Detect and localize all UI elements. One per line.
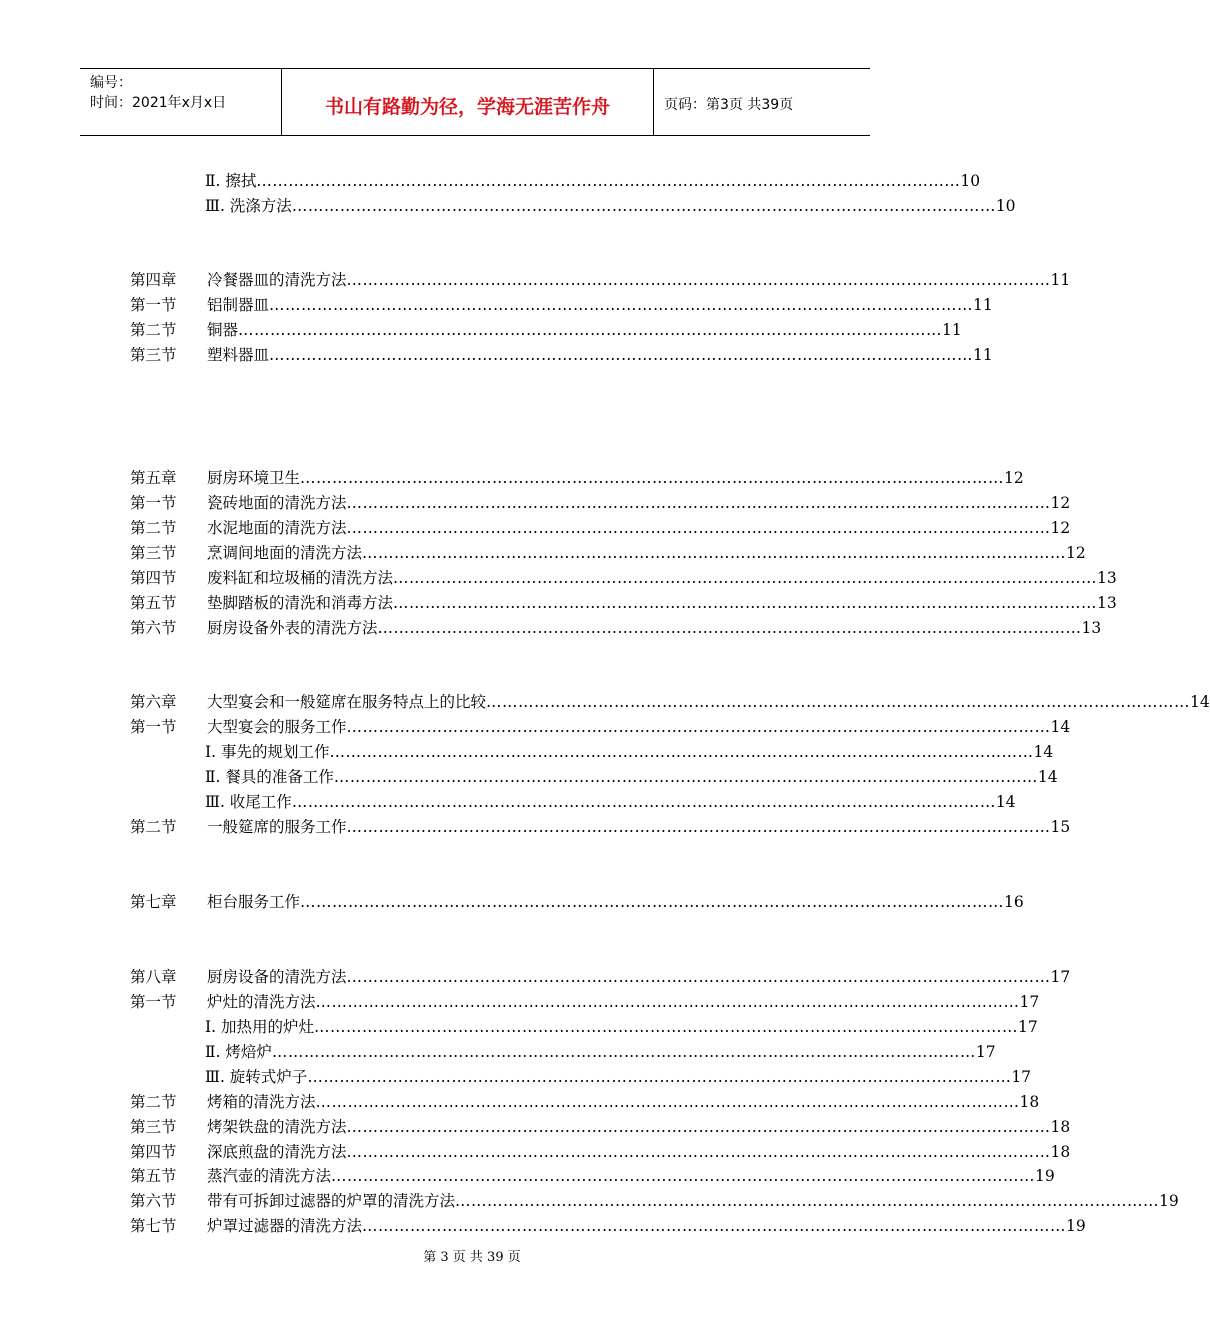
toc-entry-title: Ⅲ. 收尾工作 — [205, 793, 292, 811]
toc-entry-number: 第七节 — [130, 1217, 177, 1235]
toc-entry-number: 第六节 — [130, 619, 177, 637]
toc-leader-dots: …………………………………………………………………………………………………………………… — [315, 993, 1020, 1011]
toc-entry[interactable] — [0, 318, 962, 342]
toc-entry-line — [207, 890, 1024, 914]
toc-leader-dots: …………………………………………………………………………………………………………………… — [346, 519, 1051, 537]
toc-leader-dots: …………………………………………………………………………………………………………………… — [346, 494, 1051, 512]
toc-entry[interactable] — [0, 765, 1058, 789]
toc-leader-dots: …………………………………………………………………………………………………………………… — [271, 1043, 976, 1061]
toc-entry-line — [207, 566, 1117, 590]
toc-entry-title: 厨房设备外表的清洗方法 — [207, 619, 378, 637]
toc-leader-dots: …………………………………………………………………………………………………………………… — [307, 1068, 1012, 1086]
toc-entry-line — [207, 990, 1040, 1014]
toc-entry-title: 厨房环境卫生 — [207, 469, 301, 487]
toc-entry-line — [207, 1189, 1179, 1213]
toc-entry-line — [207, 965, 1071, 989]
toc-entry-page: 14 — [1190, 693, 1210, 711]
toc-leader-dots: …………………………………………………………………………………………………………………… — [331, 1167, 1036, 1185]
toc-entry-title: 铜器 — [207, 321, 239, 339]
toc-entry[interactable] — [0, 1090, 1040, 1114]
toc-entry-page: 11 — [1050, 271, 1071, 289]
toc-leader-dots: …………………………………………………………………………………………………………………… — [269, 296, 974, 314]
toc-entry-title: 厨房设备的清洗方法 — [207, 968, 347, 986]
toc-entry-title: Ⅱ. 餐具的准备工作 — [205, 768, 334, 786]
toc-entry-line — [205, 740, 1054, 764]
toc-entry-page: 17 — [1019, 993, 1040, 1011]
toc-entry[interactable] — [0, 1115, 1071, 1139]
toc-entry-page: 17 — [1050, 968, 1071, 986]
toc-entry[interactable] — [0, 1015, 1038, 1039]
toc-entry[interactable] — [0, 965, 1071, 989]
header-motto: 书山有路勤为径，学海无涯苦作舟 — [282, 69, 654, 135]
toc-entry-number: 第二节 — [130, 1093, 177, 1111]
toc-entry-title: 铝制器皿 — [207, 296, 270, 314]
toc-leader-dots: …………………………………………………………………………………………………………………… — [315, 1093, 1020, 1111]
toc-entry-number: 第二节 — [130, 519, 177, 537]
toc-entry-title: 塑料器皿 — [207, 346, 270, 364]
toc-entry-page: 12 — [1004, 469, 1024, 487]
toc-leader-dots: …………………………………………………………………………………………………………………… — [256, 172, 961, 190]
toc-entry-title: 炉罩过滤器的清洗方法 — [207, 1217, 363, 1235]
toc-entry-page: 18 — [1050, 1118, 1071, 1136]
page-footer — [0, 1246, 950, 1265]
toc-entry-title: 深底煎盘的清洗方法 — [207, 1143, 347, 1161]
toc-entry-number: 第一节 — [130, 718, 177, 736]
toc-entry-number: 第一节 — [130, 296, 177, 314]
toc-entry[interactable] — [0, 690, 1210, 714]
toc-entry-number: 第一节 — [130, 494, 177, 512]
toc-entry-title: 大型宴会的服务工作 — [207, 718, 347, 736]
toc-entry-title: 烤箱的清洗方法 — [207, 1093, 316, 1111]
toc-leader-dots: …………………………………………………………………………………………………………………… — [377, 619, 1082, 637]
toc-entry-line — [205, 1015, 1038, 1039]
toc-entry-number: 第五节 — [130, 1167, 177, 1185]
toc-leader-dots: …………………………………………………………………………………………………………………… — [362, 1217, 1067, 1235]
toc-leader-dots: …………………………………………………………………………………………………………………… — [291, 793, 996, 811]
toc-entry-line — [207, 466, 1024, 490]
toc-entry-line — [205, 194, 1016, 218]
toc-entry-page: 17 — [1011, 1068, 1032, 1086]
toc-entry-line — [207, 690, 1210, 714]
toc-leader-dots: …………………………………………………………………………………………………………………… — [269, 346, 974, 364]
toc-entry-page: 19 — [1035, 1167, 1055, 1185]
document-number-label: 编号： — [90, 75, 132, 91]
toc-entry-line — [207, 715, 1071, 739]
toc-entry-title: 蒸汽壶的清洗方法 — [207, 1167, 332, 1185]
toc-entry-title: Ⅰ. 加热用的炉灶 — [205, 1018, 314, 1036]
toc-entry[interactable] — [0, 591, 1117, 615]
toc-entry-number: 第七章 — [130, 893, 177, 911]
toc-entry-page: 11 — [973, 296, 993, 314]
toc-entry-title: 垫脚踏板的清洗和消毒方法 — [207, 594, 394, 612]
toc-leader-dots: …………………………………………………………………………………………………………………… — [346, 968, 1051, 986]
toc-entry[interactable] — [0, 491, 1071, 515]
toc-leader-dots: …………………………………………………………………………………………………………………… — [455, 1192, 1160, 1210]
toc-entry-title: 瓷砖地面的清洗方法 — [207, 494, 347, 512]
toc-entry[interactable] — [0, 516, 1071, 540]
toc-entry-page: 14 — [1033, 743, 1054, 761]
toc-entry-title: 废料缸和垃圾桶的清洗方法 — [207, 569, 394, 587]
toc-leader-dots: …………………………………………………………………………………………………………………… — [346, 1118, 1051, 1136]
toc-entry-page: 12 — [1050, 494, 1071, 512]
toc-leader-dots: …………………………………………………………………………………………………………………… — [346, 1143, 1051, 1161]
toc-entry[interactable] — [0, 566, 1117, 590]
toc-entry[interactable] — [0, 790, 1016, 814]
toc-entry-page: 12 — [1050, 519, 1071, 537]
toc-entry-page: 14 — [1050, 718, 1071, 736]
toc-entry[interactable] — [0, 293, 993, 317]
toc-entry[interactable] — [0, 616, 1102, 640]
toc-entry-title: 炉灶的清洗方法 — [207, 993, 316, 1011]
toc-entry[interactable] — [0, 466, 1024, 490]
toc-entry-number: 第六节 — [130, 1192, 177, 1210]
toc-entry[interactable] — [0, 740, 1054, 764]
toc-entry[interactable] — [0, 194, 1016, 218]
toc-entry-page: 15 — [1050, 818, 1071, 836]
toc-entry-number: 第三节 — [130, 1118, 177, 1136]
toc-entry-page: 11 — [942, 321, 962, 339]
toc-entry-line — [207, 343, 993, 367]
document-time-label: 时间：2021年x月x日 — [90, 95, 227, 111]
toc-entry-line — [207, 541, 1086, 565]
toc-entry[interactable] — [0, 268, 1071, 292]
toc-entry-page: 14 — [995, 793, 1016, 811]
toc-entry-line — [207, 293, 993, 317]
toc-leader-dots: …………………………………………………………………………………………………………………… — [346, 271, 1051, 289]
toc-entry-page: 17 — [975, 1043, 996, 1061]
toc-entry-title: 带有可拆卸过滤器的炉罩的清洗方法 — [207, 1192, 456, 1210]
toc-entry-line — [205, 1065, 1032, 1089]
toc-entry[interactable] — [0, 169, 981, 193]
toc-entry-page: 10 — [960, 172, 981, 190]
toc-leader-dots: …………………………………………………………………………………………………………………… — [238, 321, 943, 339]
toc-entry-number: 第五章 — [130, 469, 177, 487]
toc-entry-title: 烤架铁盘的清洗方法 — [207, 1118, 347, 1136]
toc-entry-line — [207, 1140, 1071, 1164]
toc-entry-line — [207, 1164, 1055, 1188]
toc-entry-number: 第一节 — [130, 993, 177, 1011]
toc-entry-page: 11 — [973, 346, 993, 364]
toc-entry-page: 14 — [1037, 768, 1058, 786]
toc-entry[interactable] — [0, 890, 1024, 914]
toc-entry[interactable] — [0, 1189, 1179, 1213]
toc-leader-dots: …………………………………………………………………………………………………………………… — [393, 594, 1098, 612]
page-header — [80, 68, 870, 136]
toc-entry-number: 第三节 — [130, 544, 177, 562]
toc-entry-line — [207, 815, 1071, 839]
toc-leader-dots: …………………………………………………………………………………………………………………… — [393, 569, 1098, 587]
toc-entry-line — [207, 516, 1071, 540]
header-meta — [80, 69, 282, 135]
toc-entry-number: 第八章 — [130, 968, 177, 986]
toc-entry-title: 柜台服务工作 — [207, 893, 301, 911]
toc-leader-dots: …………………………………………………………………………………………………………………… — [291, 197, 996, 215]
toc-entry-title: 水泥地面的清洗方法 — [207, 519, 347, 537]
toc-leader-dots: …………………………………………………………………………………………………………………… — [313, 1018, 1018, 1036]
toc-entry[interactable] — [0, 541, 1086, 565]
toc-leader-dots: …………………………………………………………………………………………………………………… — [362, 544, 1067, 562]
toc-entry-page: 19 — [1159, 1192, 1179, 1210]
toc-entry-page: 13 — [1081, 619, 1102, 637]
toc-leader-dots: …………………………………………………………………………………………………………………… — [300, 469, 1005, 487]
toc-entry[interactable] — [0, 1140, 1071, 1164]
toc-entry-line — [207, 1115, 1071, 1139]
toc-leader-dots: …………………………………………………………………………………………………………………… — [346, 818, 1051, 836]
toc-entry-title: Ⅰ. 事先的规划工作 — [205, 743, 330, 761]
toc-leader-dots: …………………………………………………………………………………………………………………… — [486, 693, 1191, 711]
toc-entry-line — [207, 616, 1102, 640]
toc-entry-page: 13 — [1097, 569, 1117, 587]
toc-entry-number: 第二节 — [130, 321, 177, 339]
toc-entry-line — [207, 268, 1071, 292]
toc-entry[interactable] — [0, 1164, 1055, 1188]
toc-entry[interactable] — [0, 1040, 996, 1064]
toc-entry-title: 一般筵席的服务工作 — [207, 818, 347, 836]
toc-entry-line — [207, 1090, 1040, 1114]
toc-leader-dots: …………………………………………………………………………………………………………………… — [346, 718, 1051, 736]
toc-entry-number: 第四节 — [130, 1143, 177, 1161]
footer-page-number: 第 3 页 共 39 页 — [423, 1250, 521, 1265]
toc-entry-title: Ⅲ. 洗涤方法 — [205, 197, 292, 215]
toc-entry-page: 17 — [1017, 1018, 1038, 1036]
toc-entry-page: 18 — [1050, 1143, 1071, 1161]
toc-entry-line — [207, 491, 1071, 515]
toc-entry[interactable] — [0, 1065, 1032, 1089]
toc-entry[interactable] — [0, 1214, 1086, 1238]
toc-entry-title: Ⅱ. 擦拭 — [205, 172, 257, 190]
toc-entry-line — [207, 591, 1117, 615]
toc-entry-line — [207, 318, 962, 342]
header-page-info: 页码：第3页 共39页 — [664, 97, 794, 113]
toc-entry-page: 13 — [1097, 594, 1117, 612]
toc-entry-page: 16 — [1004, 893, 1024, 911]
toc-entry-title: 烹调间地面的清洗方法 — [207, 544, 363, 562]
toc-leader-dots: …………………………………………………………………………………………………………………… — [333, 768, 1038, 786]
toc-entry-number: 第六章 — [130, 693, 177, 711]
toc-entry-line — [205, 790, 1016, 814]
toc-entry[interactable] — [0, 343, 993, 367]
toc-entry-line — [205, 1040, 996, 1064]
toc-entry-number: 第五节 — [130, 594, 177, 612]
toc-entry-line — [205, 765, 1058, 789]
toc-entry-title: Ⅱ. 烤焙炉 — [205, 1043, 272, 1061]
toc-entry-title: 大型宴会和一般筵席在服务特点上的比较 — [207, 693, 487, 711]
toc-entry-number: 第四节 — [130, 569, 177, 587]
toc-entry-page: 19 — [1066, 1217, 1086, 1235]
toc-entry-line — [205, 169, 981, 193]
toc-entry-line — [207, 1214, 1086, 1238]
toc-entry-page: 12 — [1066, 544, 1086, 562]
toc-entry-title: Ⅲ. 旋转式炉子 — [205, 1068, 308, 1086]
toc-entry[interactable] — [0, 715, 1071, 739]
toc-entry-page: 10 — [995, 197, 1016, 215]
toc-entry-number: 第三节 — [130, 346, 177, 364]
toc-entry-number: 第二节 — [130, 818, 177, 836]
toc-entry-title: 冷餐器皿的清洗方法 — [207, 271, 347, 289]
toc-entry[interactable] — [0, 815, 1071, 839]
toc-entry-number: 第四章 — [130, 271, 177, 289]
toc-leader-dots: …………………………………………………………………………………………………………………… — [329, 743, 1034, 761]
toc-entry[interactable] — [0, 990, 1040, 1014]
toc-leader-dots: …………………………………………………………………………………………………………………… — [300, 893, 1005, 911]
toc-entry-page: 18 — [1019, 1093, 1040, 1111]
